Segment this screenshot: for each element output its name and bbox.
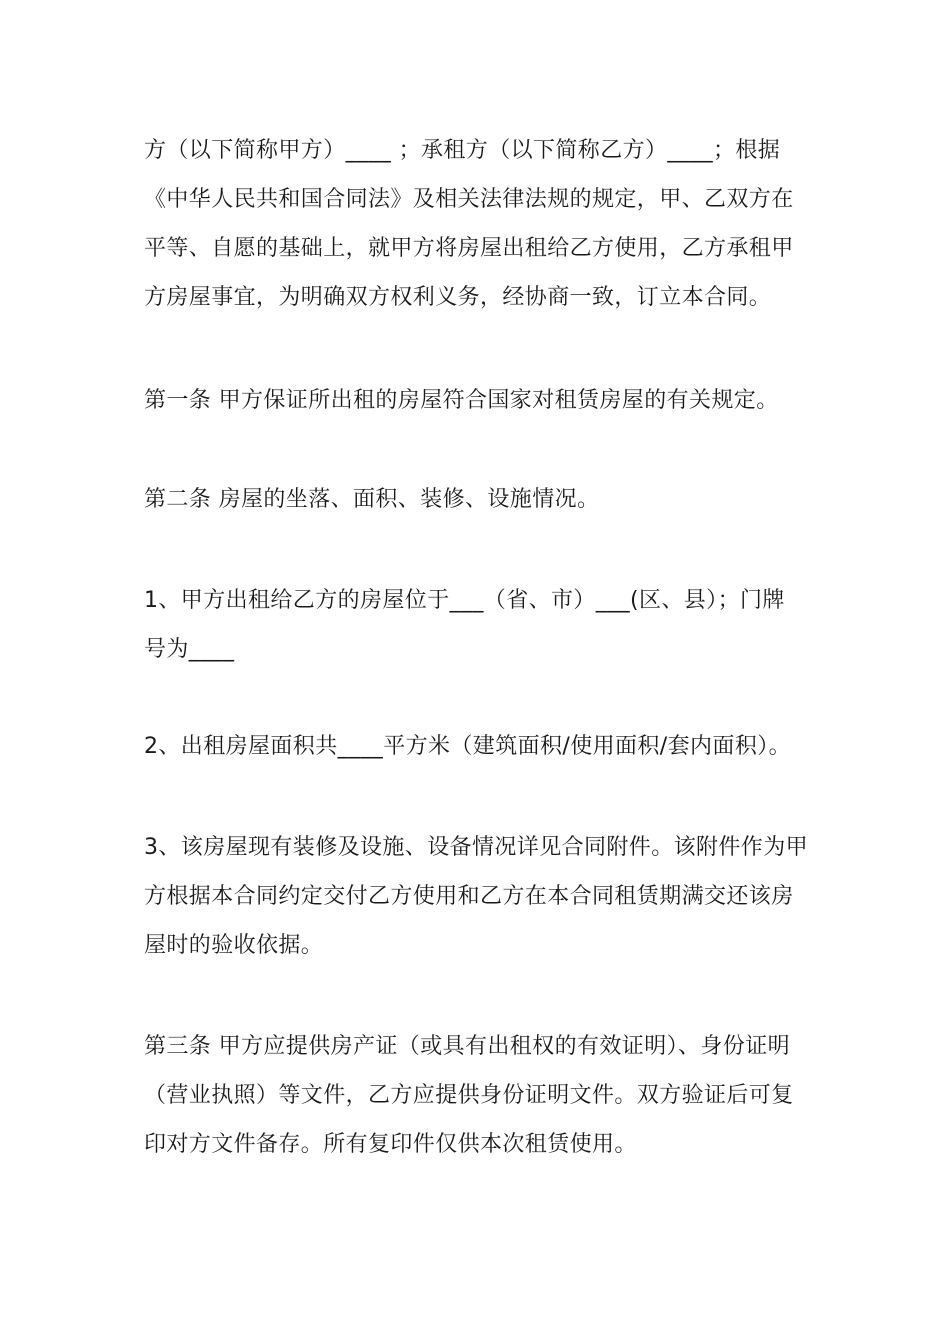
paragraph-clause-2	[144, 722, 808, 771]
text-line: 屋时的验收依据。	[144, 933, 324, 958]
text-line: 号为____	[144, 637, 235, 662]
text-line: 2、出租房屋面积共____平方米（建筑面积/使用面积/套内面积）。	[144, 734, 792, 759]
paragraph-article-3	[144, 1022, 808, 1169]
text-line: 第一条 甲方保证所出租的房屋符合国家对租赁房屋的有关规定。	[144, 388, 779, 413]
text-line: 方根据本合同约定交付乙方使用和乙方在本合同租赁期满交还该房	[144, 884, 794, 909]
text-line: 《中华人民共和国合同法》及相关法律法规的规定，甲、乙双方在	[144, 187, 794, 212]
text-line: 印对方文件备存。所有复印件仅供本次租赁使用。	[144, 1132, 637, 1157]
paragraph-clause-1	[144, 576, 808, 674]
text-line: 方（以下简称甲方）____ ；承租方（以下简称乙方）____；根据	[144, 138, 781, 163]
text-line: 3、该房屋现有装修及设施、设备情况详见合同附件。该附件作为甲	[144, 835, 808, 860]
text-line: 第三条 甲方应提供房产证（或具有出租权的有效证明）、身份证明	[144, 1034, 790, 1059]
paragraph-parties-preamble	[144, 126, 808, 322]
text-line: 第二条 房屋的坐落、面积、装修、设施情况。	[144, 487, 600, 512]
paragraph-article-2	[144, 475, 808, 524]
text-line: 方房屋事宜，为明确双方权利义务，经协商一致，订立本合同。	[144, 285, 772, 310]
text-line: 1、甲方出租给乙方的房屋位于___（省、市）___(区、县）；门牌	[144, 588, 785, 613]
paragraph-article-1	[144, 376, 808, 425]
paragraph-clause-3	[144, 823, 808, 970]
text-line: 平等、自愿的基础上，就甲方将房屋出租给乙方使用，乙方承租甲	[144, 236, 794, 261]
text-line: （营业执照）等文件，乙方应提供身份证明文件。双方验证后可复	[144, 1083, 794, 1108]
